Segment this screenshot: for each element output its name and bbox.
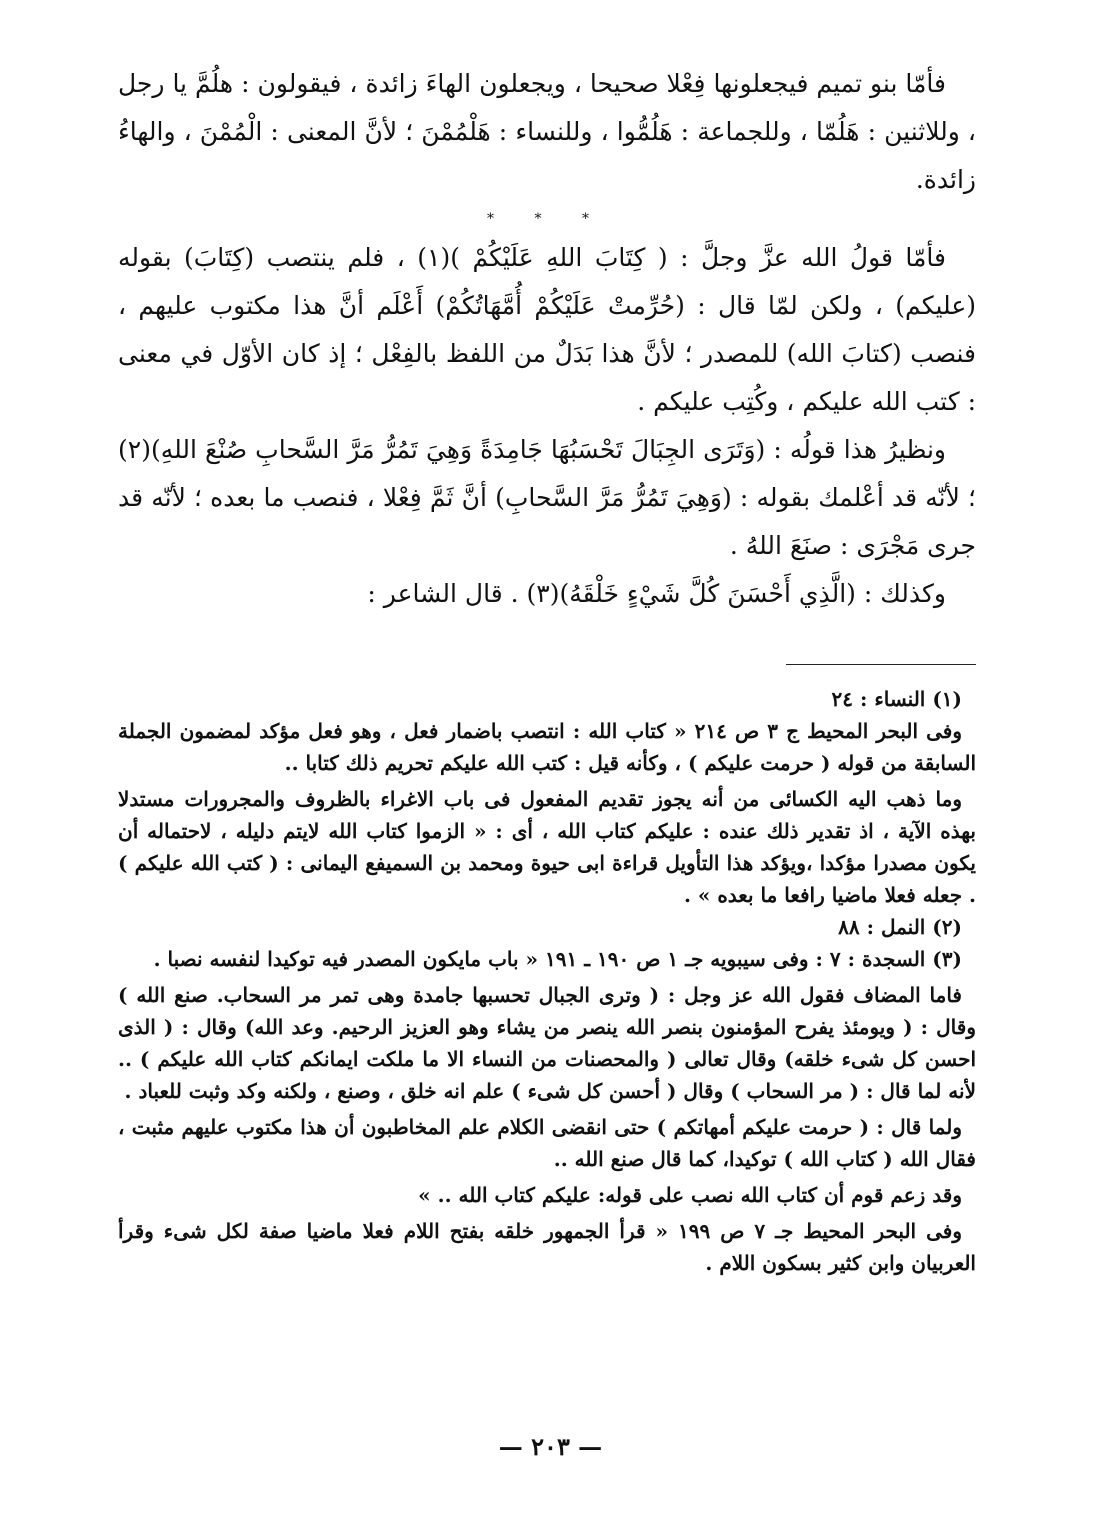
paragraph-3: ونظيرُ هذا قولُه : (وَتَرَى الجِبَالَ تَحْسَبُهَا جَامِدَةً وَهِيَ تَمُرُّ مَرَّ السَّحابِ صُنْعَ اللهِ)(٢) ؛ لأنّه قد أعْلمك بقوله : (وَهِيَ تَمُرُّ مَرَّ السَّحابِ) أنَّ ثَمَّ فِعْلا ، فنصب ما بعده ؛ لأنّه قد جرى مَجْرَى : صنَعَ اللهُ . <box>118 435 976 560</box>
paragraph-1: فأمّا بنو تميم فيجعلونها فِعْلا صحيحا ، ويجعلون الهاءَ زائدة ، فيقولون : هلُمَّ يا رجل ، وللاثنين : هَلُمّا ، وللجماعة : هَلُمُّوا ، وللنساء : هَلْمُمْنَ ؛ لأنَّ المعنى : الْمُمْنَ ، والهاءُ زائدة. <box>118 69 976 194</box>
footnote-3-text-4: وفى البحر المحيط جـ ٧ ص ١٩٩ « قرأ الجمهور خلقه بفتح اللام فعلا ماضيا صفة لكل شىء وقرأ العربيان وابن كثير بسكون اللام . <box>118 1219 976 1275</box>
footnote-3-ref: (٣) السجدة : ٧ : وفى سيبويه جـ ١ ص ١٩٠ ـ ١٩١ « باب مايكون المصدر فيه توكيدا لنفسه نصبا . <box>153 947 962 971</box>
paragraph-4: وكذلك : (الَّذِي أَحْسَنَ كُلَّ شَيْءٍ خَلْقَهُ)(٣) . قال الشاعر : <box>367 579 946 608</box>
footnote-1-ref: (١) النساء : ٢٤ <box>831 687 962 711</box>
footnote-2-ref: (٢) النمل : ٨٨ <box>838 915 962 939</box>
footnote-3-text: فاما المضاف فقول الله عز وجل : ( وترى الجبال تحسبها جامدة وهى تمر مر السحاب. صنع الله ) وقال : ( ويومئذ يفرح المؤمنون بنصر الله ينصر من يشاء وهو العزيز الرحيم. وعد الله) وقال : ( الذى احسن كل شىء خلقه) وقال تعالى ( والمحصنات من النساء الا ما ملكت ايمانكم كتاب الله عليكم ) .. لأنه لما قال : ( مر السحاب ) وقال ( أحسن كل شىء ) علم انه خلق ، وصنع ، ولكنه وكد وثبت للعباد . <box>118 983 976 1103</box>
footnote-1-text-2: وما ذهب اليه الكسائى من أنه يجوز تقديم المفعول فى باب الاغراء بالظروف والمجرورات مستدلا بهذه الآية ، اذ تقدير ذلك عنده : عليكم كتاب الله ، أى : « الزموا كتاب الله لايتم دليله ، لاحتماله أن يكون مصدرا مؤكدا ،ويؤكد هذا التأويل قراءة ابى حيوة ومحمد بن السميفع اليمانى : ( كتب الله عليكم ) . جعله فعلا ماضيا رافعا ما بعده » . <box>118 787 976 907</box>
footnote-divider <box>786 664 976 665</box>
page-number: — ٢٠٣ — <box>498 1432 603 1461</box>
footnotes <box>118 683 976 1279</box>
footnote-3-text-3: وقد زعم قوم أن كتاب الله نصب على قوله: عليكم كتاب الله .. » <box>418 1183 962 1207</box>
footnote-3-text-2: ولما قال : ( حرمت عليكم أمهاتكم ) حتى انقضى الكلام علم المخاطبون أن هذا مكتوب عليهم مثبت ، فقال الله ( كتاب الله ) توكيدا، كما قال صنع الله .. <box>118 1115 976 1171</box>
section-separator: * * * <box>487 211 607 227</box>
paragraph-2: فأمّا قولُ الله عزَّ وجلَّ : ( كِتَابَ اللهِ عَلَيْكُمْ )(١) ، فلم ينتصب (كِتَابَ) بقوله (عليكم) ، ولكن لمّا قال : (حُرِّمتْ عَلَيْكُمْ أُمَّهَاتُكُمْ) أَعْلَم أنَّ هذا مكتوب عليهم ، فنصب (كتابَ الله) للمصدر ؛ لأنَّ هذا بَدَلٌ من اللفظ بالفِعْل ؛ إذ كان الأوّل في معنى : كتب الله عليكم ، وكُتِب عليكم . <box>118 243 976 416</box>
footnote-1-text: وفى البحر المحيط ج ٣ ص ٢١٤ « كتاب الله : انتصب باضمار فعل ، وهو فعل مؤكد لمضمون الجملة السابقة من قوله ( حرمت عليكم ) ، وكأنه قيل : كتب الله عليكم تحريم ذلك كتابا .. <box>118 719 976 775</box>
main-text <box>118 60 976 618</box>
